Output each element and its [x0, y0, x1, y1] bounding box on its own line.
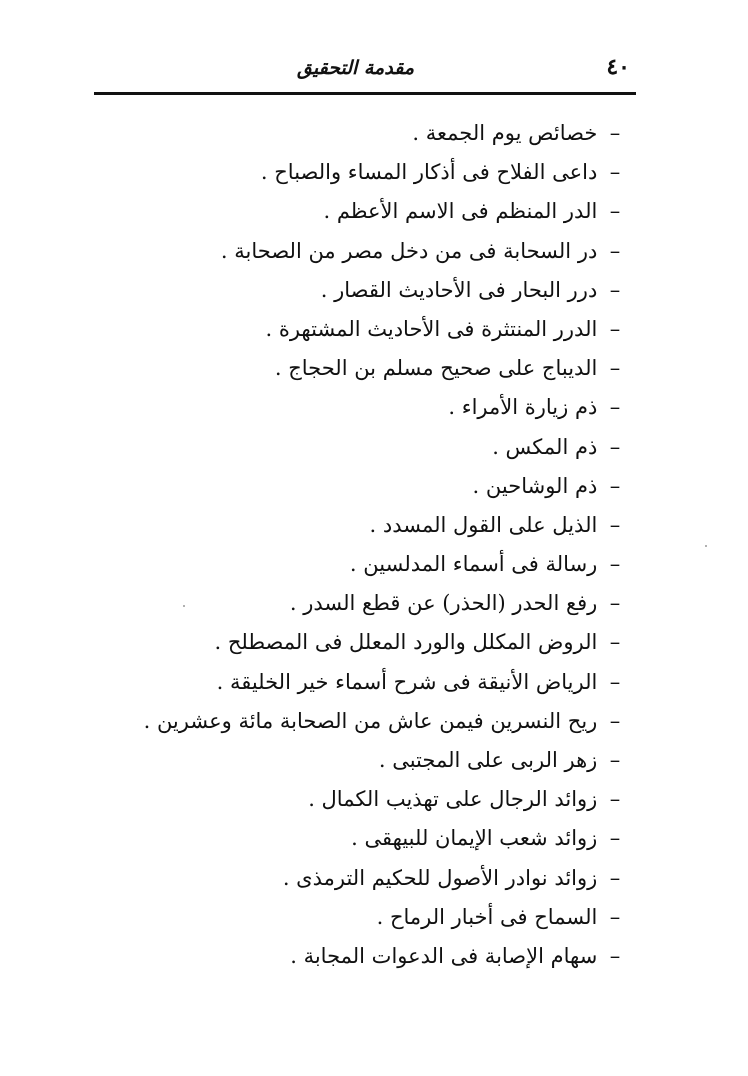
list-dash: –: [609, 748, 621, 772]
list-item: [106, 898, 626, 937]
running-title: مقدمة التحقيق: [297, 57, 414, 79]
list-item-text: زهر الربى على المجتبى .: [378, 748, 598, 772]
list-item-text: زوائد الرجال على تهذيب الكمال .: [308, 787, 598, 812]
scan-speck: [183, 605, 185, 607]
list-dash: –: [609, 199, 621, 224]
list-item-text: ذم المكس .: [492, 434, 598, 459]
list-item-text: الرياض الأنيقة فى شرح أسماء خير الخليقة .: [216, 669, 598, 694]
list-dash: –: [609, 826, 621, 851]
list-dash: –: [609, 904, 621, 929]
list-item-text: الذيل على القول المسدد .: [369, 512, 598, 537]
list-item-text: رفع الحدر (الحذر) عن قطع السدر .: [289, 591, 598, 616]
list-dash: –: [609, 787, 621, 812]
page-number: ٤٠: [606, 54, 630, 80]
list-dash: –: [609, 238, 621, 263]
list-dash: –: [609, 473, 621, 498]
list-item-text: ذم زيارة الأمراء .: [448, 395, 598, 420]
list-item-text: ذم الوشاحين .: [472, 473, 598, 498]
header-rule: [94, 92, 636, 95]
list-item: [106, 741, 626, 780]
list-item: [106, 271, 626, 310]
list-item: [106, 663, 626, 702]
list-dash: –: [609, 708, 621, 733]
list-item: [106, 937, 626, 976]
list-item-text: الديباج على صحيح مسلم بن الحجاج .: [274, 356, 598, 381]
list-dash: –: [609, 552, 621, 577]
list-dash: –: [609, 395, 621, 420]
list-item-text: رسالة فى أسماء المدلسين .: [349, 552, 598, 577]
list-item-text: ريح النسرين فيمن عاش من الصحابة مائة وعشرين .: [143, 708, 598, 733]
works-list: [106, 114, 626, 976]
list-item: [106, 623, 626, 662]
list-item-text: درر البحار فى الأحاديث القصار .: [320, 277, 598, 302]
list-dash: –: [609, 277, 621, 302]
list-item: [106, 506, 626, 545]
list-item-text: زوائد شعب الإيمان للبيهقى .: [351, 826, 598, 851]
scan-speck: [705, 545, 707, 547]
list-dash: –: [609, 943, 621, 968]
list-item: [106, 232, 626, 271]
list-dash: –: [609, 669, 621, 694]
list-dash: –: [609, 512, 621, 537]
page-header: [94, 52, 636, 86]
list-item: [106, 702, 626, 741]
list-dash: –: [609, 316, 621, 341]
list-dash: –: [609, 160, 621, 185]
list-item: [106, 349, 626, 388]
list-item-text: زوائد نوادر الأصول للحكيم الترمذى .: [282, 865, 598, 890]
list-item-text: الروض المكلل والورد المعلل فى المصطلح .: [214, 630, 598, 655]
list-item-text: خصائص يوم الجمعة .: [412, 121, 598, 145]
list-item: [106, 584, 626, 623]
list-dash: –: [609, 121, 621, 145]
list-dash: –: [609, 356, 621, 381]
list-item-text: الدرر المنتثرة فى الأحاديث المشتهرة .: [265, 316, 598, 341]
list-item-text: در السحابة فى من دخل مصر من الصحابة .: [220, 238, 598, 263]
list-item: [106, 192, 626, 231]
list-item-text: داعى الفلاح فى أذكار المساء والصباح .: [260, 160, 598, 185]
list-item-text: سهام الإصابة فى الدعوات المجابة .: [290, 943, 598, 968]
list-item: [106, 467, 626, 506]
list-item: [106, 780, 626, 819]
list-item: [106, 114, 626, 153]
list-item: [106, 545, 626, 584]
list-dash: –: [609, 434, 621, 459]
list-item: [106, 388, 626, 427]
list-dash: –: [609, 865, 621, 890]
list-item: [106, 428, 626, 467]
list-item-text: الدر المنظم فى الاسم الأعظم .: [323, 199, 598, 224]
list-item: [106, 819, 626, 858]
list-item: [106, 859, 626, 898]
list-item-text: السماح فى أخبار الرماح .: [376, 904, 598, 929]
list-dash: –: [609, 630, 621, 655]
list-item: [106, 153, 626, 192]
list-item: [106, 310, 626, 349]
list-dash: –: [609, 591, 621, 616]
